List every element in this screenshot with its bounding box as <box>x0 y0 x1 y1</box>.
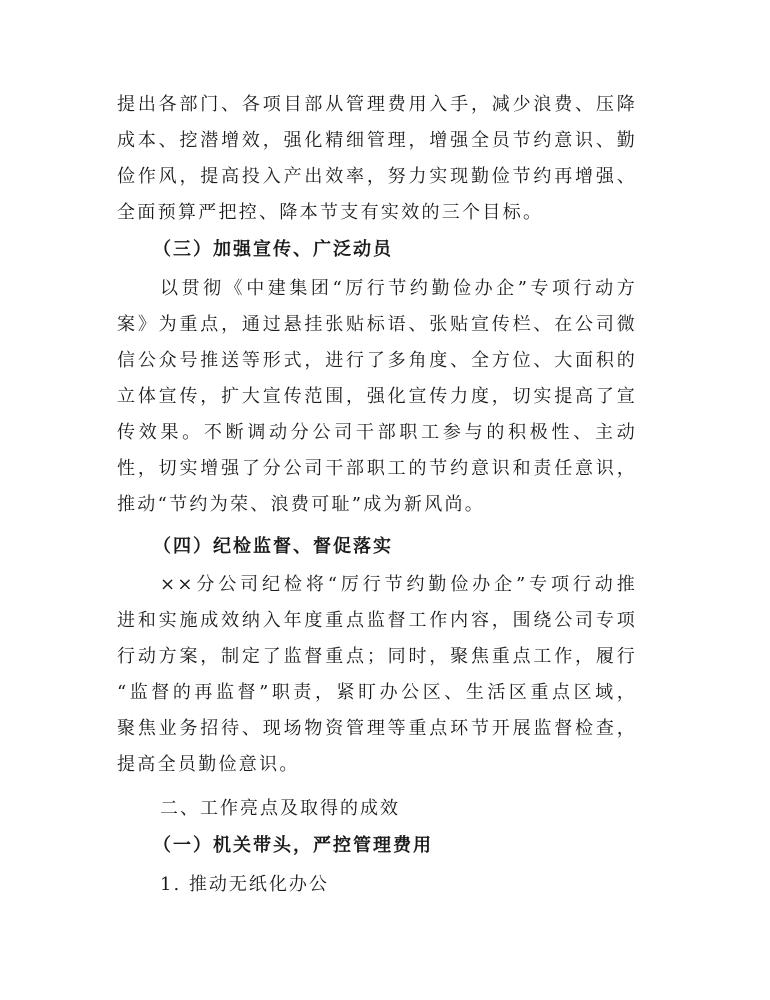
paragraph-line: 案》为重点，通过悬挂张贴标语、张贴宣传栏、在公司微 <box>117 314 637 335</box>
paragraph-line: 立体宣传，扩大宣传范围，强化宣传力度，切实提高了宣 <box>117 386 637 407</box>
paragraph-line: 信公众号推送等形式，进行了多角度、全方位、大面积的 <box>117 350 637 371</box>
paragraph-line: 全面预算严把控、降本节支有实效的三个目标。 <box>117 202 544 223</box>
paragraph-line: “监督的再监督”职责，紧盯办公区、生活区重点区域， <box>117 682 637 703</box>
paragraph-line: 成本、挖潜增效，强化精细管理，增强全员节约意识、勤 <box>117 130 637 151</box>
paragraph-line: 传效果。不断调动分公司干部职工参与的积极性、主动 <box>117 422 637 443</box>
list-item: 1. 推动无纸化办公 <box>160 874 329 895</box>
paragraph-line: 聚焦业务招待、现场物资管理等重点环节开展监督检查， <box>117 718 637 739</box>
section-heading: （三）加强宣传、广泛动员 <box>153 239 393 260</box>
paragraph-line: 行动方案，制定了监督重点；同时，聚焦重点工作，履行 <box>117 646 637 667</box>
paragraph-line: 以贯彻《中建集团“厉行节约勤俭办企”专项行动方 <box>160 278 637 299</box>
paragraph-line: 进和实施成效纳入年度重点监督工作内容，围绕公司专项 <box>117 610 637 631</box>
paragraph-line: 推动“节约为荣、浪费可耻”成为新风尚。 <box>117 494 486 515</box>
paragraph-line: 提高全员勤俭意识。 <box>117 754 300 775</box>
paragraph-line: ××分公司纪检将“厉行节约勤俭办企”专项行动推 <box>160 574 637 595</box>
paragraph-line: 俭作风，提高投入产出效率，努力实现勤俭节约再增强、 <box>117 166 637 187</box>
paragraph-line: 性，切实增强了分公司干部职工的节约意识和责任意识， <box>117 458 637 479</box>
section-heading: （一）机关带头，严控管理费用 <box>153 835 433 856</box>
paragraph-line: 提出各部门、各项目部从管理费用入手，减少浪费、压降 <box>117 94 637 115</box>
section-heading: （四）纪检监督、督促落实 <box>153 536 393 557</box>
chapter-heading: 二、工作亮点及取得的成效 <box>160 798 400 819</box>
